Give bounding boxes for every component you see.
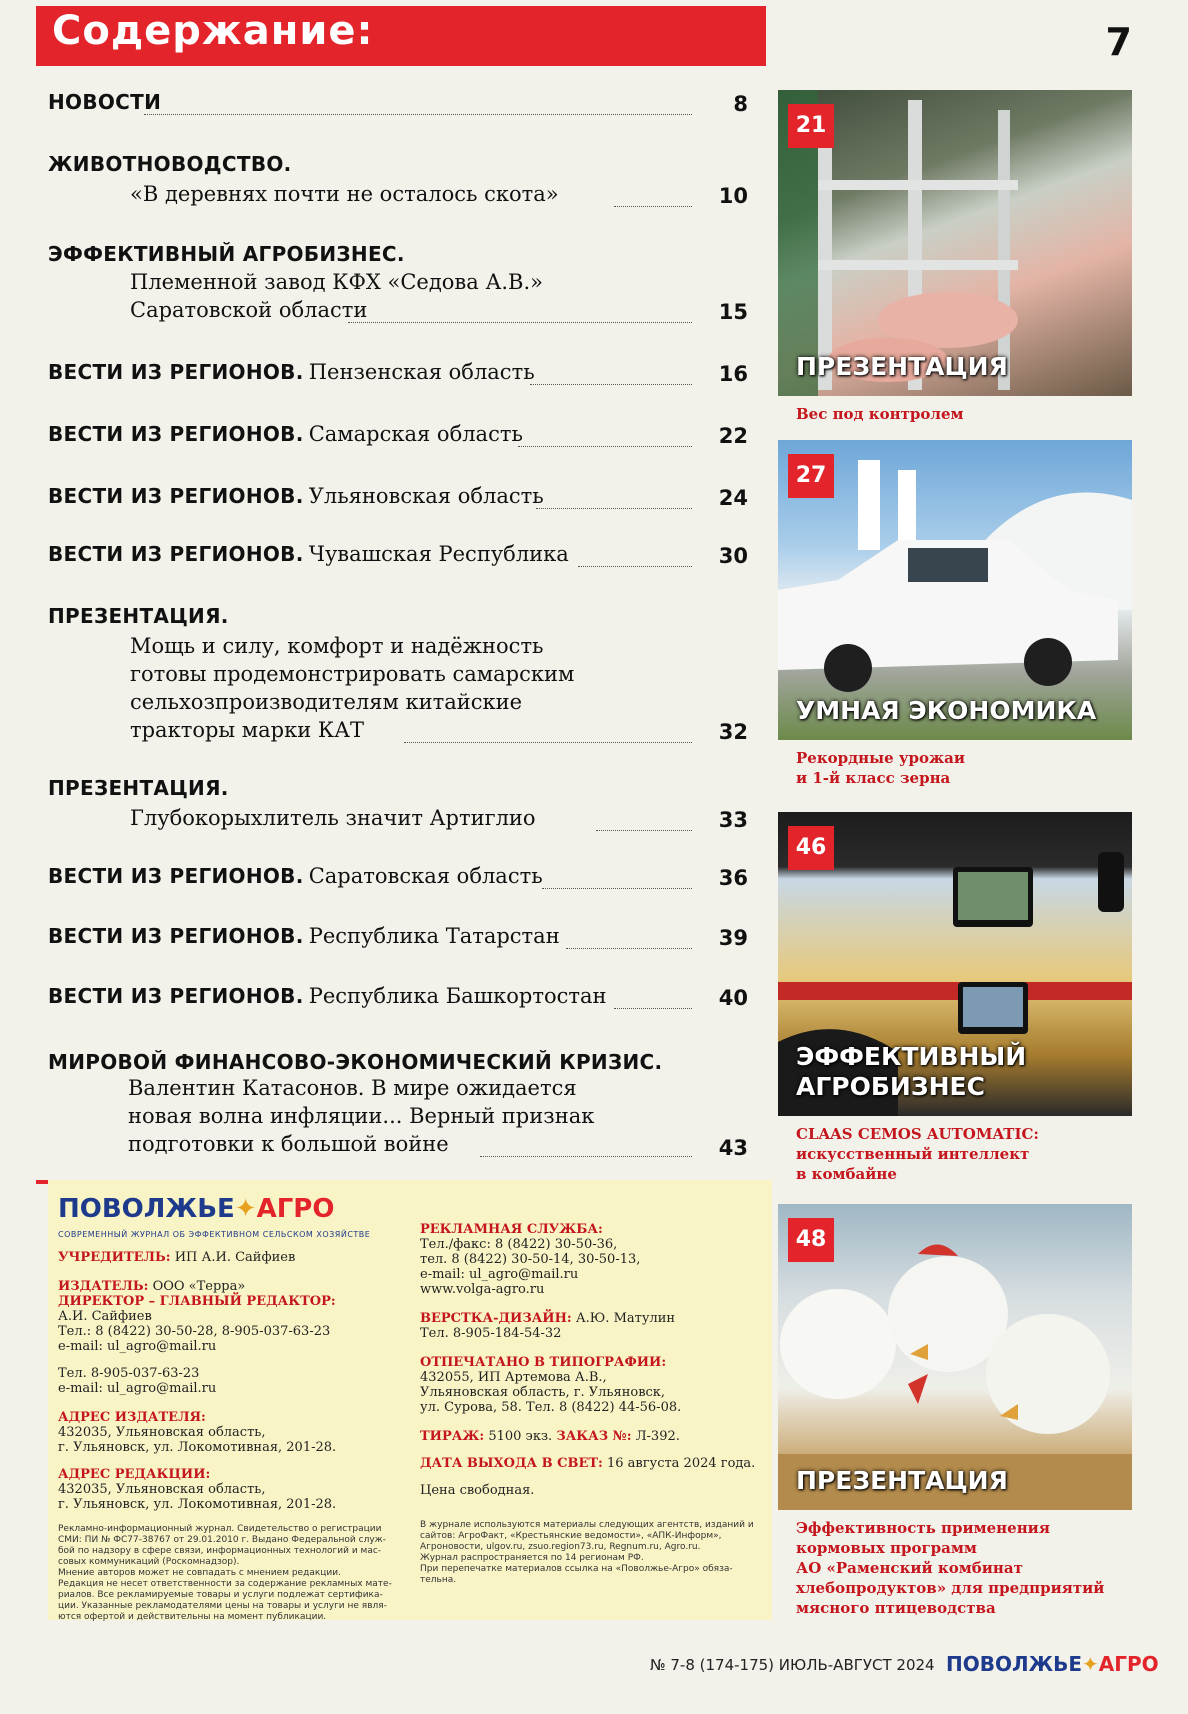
- address-line: г. Ульяновск, ул. Локомотивная, 201-28.: [58, 1440, 337, 1455]
- circulation-value: 5100 экз.: [488, 1429, 553, 1444]
- ads-line: тел. 8 (8422) 30-50-14, 30-50-13,: [420, 1252, 641, 1267]
- card-section-label: ПРЕЗЕНТАЦИЯ: [796, 1466, 1008, 1495]
- contents-title: Содержание:: [52, 8, 374, 54]
- page-number: 7: [1105, 20, 1132, 64]
- ads-label: РЕКЛАМНАЯ СЛУЖБА:: [420, 1222, 603, 1237]
- magazine-logo: [58, 1194, 334, 1224]
- feature-photo-chickens: [778, 1204, 1132, 1510]
- legal-line: Редакция не несет ответственности за содержание рекламных мате-: [58, 1579, 392, 1589]
- toc-title: Валентин Катасонов. В мире ожидается: [128, 1076, 577, 1100]
- legal-line: Рекламно-информационный журнал. Свидетельство о регистрации: [58, 1524, 382, 1534]
- toc-page-number: 40: [718, 986, 748, 1010]
- footer-logo-main: ПОВОЛЖЬЕ: [946, 1652, 1082, 1676]
- dot-leader: [404, 742, 692, 743]
- dot-leader: [596, 830, 692, 831]
- dot-leader: [480, 1156, 692, 1157]
- toc-page-number: 24: [718, 486, 748, 510]
- legal-line: тельна.: [420, 1575, 457, 1585]
- footer-logo: [946, 1652, 1159, 1676]
- toc-page-number: 39: [718, 926, 748, 950]
- publisher-address-label: АДРЕС ИЗДАТЕЛЯ:: [58, 1410, 206, 1425]
- director-line: e-mail: ul_agro@mail.ru: [58, 1339, 217, 1354]
- wheat-icon: ✦: [234, 1194, 257, 1224]
- page-badge: 27: [788, 454, 834, 498]
- footer-logo-accent: АГРО: [1098, 1652, 1159, 1676]
- legal-line: Мнение авторов может не совпадать с мнением редакции.: [58, 1568, 341, 1578]
- layout-phone: Тел. 8-905-184-54-32: [420, 1326, 562, 1341]
- page-badge: 48: [788, 1218, 834, 1262]
- toc-title: Саратовская область: [308, 864, 543, 888]
- card-section-label: [796, 1042, 1026, 1102]
- card-caption: [796, 1518, 1132, 1618]
- director-line: e-mail: ul_agro@mail.ru: [58, 1381, 217, 1396]
- caption-line: Рекордные урожаи: [796, 749, 966, 767]
- publisher-label: ИЗДАТЕЛЬ:: [58, 1279, 149, 1294]
- order-label: ЗАКАЗ №:: [556, 1429, 632, 1444]
- toc-title: Саратовской области: [130, 298, 368, 322]
- toc-page-number: 10: [718, 184, 748, 208]
- toc-title: Племенной завод КФХ «Седова А.В.»: [130, 270, 543, 294]
- editorial-address-label: АДРЕС РЕДАКЦИИ:: [58, 1467, 211, 1482]
- toc-page-number: 36: [718, 866, 748, 890]
- caption-line: АО «Раменский комбинат: [796, 1559, 1023, 1577]
- page-badge: 21: [788, 104, 834, 148]
- imprint-right-column: [420, 1222, 770, 1498]
- logo-main-text: ПОВОЛЖЬЕ: [58, 1194, 235, 1224]
- dot-leader: [614, 1008, 692, 1009]
- website-link[interactable]: www.volga-agro.ru: [420, 1282, 545, 1297]
- imprint-block: [48, 1180, 772, 1620]
- dot-leader: [530, 384, 692, 385]
- label-line: ЭФФЕКТИВНЫЙ: [796, 1042, 1027, 1071]
- dot-leader: [566, 948, 692, 949]
- dot-leader: [518, 446, 692, 447]
- feature-photo-pickup: [778, 440, 1132, 740]
- feature-card[interactable]: [778, 440, 1132, 788]
- dot-leader: [536, 508, 692, 509]
- toc-title: готовы продемонстрировать самарским: [130, 662, 575, 686]
- logo-tagline: СОВРЕМЕННЫЙ ЖУРНАЛ ОБ ЭФФЕКТИВНОМ СЕЛЬСКОМ ХОЗЯЙСТВЕ: [58, 1230, 371, 1239]
- toc-category: МИРОВОЙ ФИНАНСОВО-ЭКОНОМИЧЕСКИЙ КРИЗИС.: [48, 1050, 663, 1074]
- caption-line: и 1-й класс зерна: [796, 769, 951, 787]
- toc-category: ВЕСТИ ИЗ РЕГИОНОВ.: [48, 864, 304, 888]
- caption-line: хлебопродуктов» для предприятий: [796, 1579, 1105, 1597]
- toc-title: Республика Башкортостан: [308, 984, 607, 1008]
- caption-line: Эффективность применения: [796, 1519, 1050, 1537]
- toc-category: ПРЕЗЕНТАЦИЯ.: [48, 776, 229, 800]
- director-line: Тел. 8-905-037-63-23: [58, 1366, 200, 1381]
- toc-page-number: 30: [718, 544, 748, 568]
- order-value: Л-392.: [635, 1429, 680, 1444]
- dot-leader: [542, 888, 692, 889]
- toc-category: ВЕСТИ ИЗ РЕГИОНОВ.: [48, 484, 304, 508]
- printing-line: 432055, ИП Артемова А.В.,: [420, 1370, 607, 1385]
- imprint-left-column: [58, 1250, 408, 1512]
- toc-title: Глубокорыхлитель значит Артиглио: [130, 806, 536, 830]
- toc-page-number: 16: [718, 362, 748, 386]
- layout-value: А.Ю. Матулин: [575, 1311, 676, 1326]
- caption-line: искусственный интеллект: [796, 1145, 1030, 1163]
- dot-leader: [348, 322, 692, 323]
- founder-value: ИП А.И. Сайфиев: [174, 1250, 296, 1265]
- toc-title: сельхозпроизводителям китайские: [130, 690, 523, 714]
- caption-line: CLAAS CEMOS AUTOMATIC:: [796, 1125, 1039, 1143]
- printing-line: Ульяновская область, г. Ульяновск,: [420, 1385, 666, 1400]
- toc-page-number: 22: [718, 424, 748, 448]
- legal-notice-left: [58, 1524, 408, 1623]
- label-line: АГРОБИЗНЕС: [796, 1072, 985, 1101]
- ads-line: e-mail: ul_agro@mail.ru: [420, 1267, 579, 1282]
- caption-line: Вес под контролем: [796, 405, 964, 423]
- layout-label: ВЕРСТКА-ДИЗАЙН:: [420, 1311, 572, 1326]
- toc-category: ЭФФЕКТИВНЫЙ АГРОБИЗНЕС.: [48, 242, 405, 266]
- feature-photo-combine: [778, 812, 1132, 1116]
- ads-line: Тел./факс: 8 (8422) 30-50-36,: [420, 1237, 618, 1252]
- legal-line: В журнале используются материалы следующих агентств, изданий и: [420, 1520, 754, 1530]
- release-date-label: ДАТА ВЫХОДА В СВЕТ:: [420, 1456, 603, 1471]
- toc-title: «В деревнях почти не осталось скота»: [130, 182, 559, 206]
- card-caption: [796, 748, 1132, 788]
- toc-category: НОВОСТИ: [48, 90, 162, 114]
- legal-line: Агроновости, ulgov.ru, zsuo.region73.ru, Regnum.ru, Agro.ru.: [420, 1542, 701, 1552]
- logo-accent-text: АГРО: [256, 1194, 335, 1224]
- caption-line: в комбайне: [796, 1165, 897, 1183]
- printing-label: ОТПЕЧАТАНО В ТИПОГРАФИИ:: [420, 1355, 667, 1370]
- toc-category: ВЕСТИ ИЗ РЕГИОНОВ.: [48, 422, 304, 446]
- director-line: А.И. Сайфиев: [58, 1309, 152, 1324]
- toc-category: ВЕСТИ ИЗ РЕГИОНОВ.: [48, 360, 304, 384]
- toc-category: ВЕСТИ ИЗ РЕГИОНОВ.: [48, 924, 304, 948]
- address-line: г. Ульяновск, ул. Локомотивная, 201-28.: [58, 1497, 337, 1512]
- caption-line: мясного птицеводства: [796, 1599, 996, 1617]
- circulation-label: ТИРАЖ:: [420, 1429, 485, 1444]
- toc-page-number: 8: [733, 92, 748, 116]
- release-date-value: 16 августа 2024 года.: [607, 1456, 756, 1471]
- legal-line: совых коммуникаций (Роскомнадзор).: [58, 1557, 240, 1567]
- toc-title: Чувашская Республика: [308, 542, 569, 566]
- legal-line: ции. Указанные рекламодателями цены на товары и услуги не явля-: [58, 1601, 387, 1611]
- toc-title: Республика Татарстан: [308, 924, 560, 948]
- toc-category: ПРЕЗЕНТАЦИЯ.: [48, 604, 229, 628]
- card-caption: [796, 1124, 1132, 1184]
- feature-card[interactable]: [778, 90, 1132, 424]
- director-label: ДИРЕКТОР – ГЛАВНЫЙ РЕДАКТОР:: [58, 1294, 336, 1309]
- toc-page-number: 33: [718, 808, 748, 832]
- toc-category: ВЕСТИ ИЗ РЕГИОНОВ.: [48, 542, 304, 566]
- dot-leader: [614, 206, 692, 207]
- toc-title: Мощь и силу, комфорт и надёжность: [130, 634, 544, 658]
- toc-category: ВЕСТИ ИЗ РЕГИОНОВ.: [48, 984, 304, 1008]
- legal-notice-right: [420, 1520, 770, 1586]
- toc-page-number: 43: [718, 1136, 748, 1160]
- legal-line: риалов. Все рекламируемые товары и услуги подлежат сертифика-: [58, 1590, 383, 1600]
- toc-page-number: 15: [718, 300, 748, 324]
- legal-line: При перепечатке материалов ссылка на «Поволжье-Агро» обяза-: [420, 1564, 733, 1574]
- director-line: Тел.: 8 (8422) 30-50-28, 8-905-037-63-23: [58, 1324, 331, 1339]
- page-badge: 46: [788, 826, 834, 870]
- caption-line: кормовых программ: [796, 1539, 977, 1557]
- card-section-label: ПРЕЗЕНТАЦИЯ: [796, 352, 1008, 381]
- printing-line: ул. Сурова, 58. Тел. 8 (8422) 44-56-08.: [420, 1400, 682, 1415]
- toc-title: Ульяновская область: [308, 484, 544, 508]
- toc-page-number: 32: [718, 720, 748, 744]
- card-caption: [796, 404, 1132, 424]
- card-section-label: УМНАЯ ЭКОНОМИКА: [796, 696, 1097, 725]
- toc-title: подготовки к большой войне: [128, 1132, 449, 1156]
- address-line: 432035, Ульяновская область,: [58, 1425, 266, 1440]
- toc-title: Самарская область: [308, 422, 523, 446]
- issue-info: № 7-8 (174-175) ИЮЛЬ-АВГУСТ 2024: [650, 1656, 935, 1674]
- legal-line: ются офертой и действительны на момент публикации.: [58, 1612, 327, 1622]
- legal-line: бой по надзору в сфере связи, информационных технологий и мас-: [58, 1546, 382, 1556]
- dot-leader: [144, 114, 692, 115]
- toc-title: новая волна инфляции... Верный признак: [128, 1104, 595, 1128]
- wheat-icon: ✦: [1082, 1652, 1099, 1676]
- address-line: 432035, Ульяновская область,: [58, 1482, 266, 1497]
- legal-line: СМИ: ПИ № ФС77-38767 от 29.01.2010 г. Выдано Федеральной служ-: [58, 1535, 387, 1545]
- legal-line: сайтов: АгроФакт, «Крестьянские ведомости», «АПК-Информ»,: [420, 1531, 722, 1541]
- feature-card[interactable]: [778, 1204, 1132, 1618]
- legal-line: Журнал распространяется по 14 регионам РФ.: [420, 1553, 644, 1563]
- toc-category: ЖИВОТНОВОДСТВО.: [48, 152, 292, 176]
- toc-title: тракторы марки КАТ: [130, 718, 365, 742]
- publisher-value: ООО «Терра»: [152, 1279, 246, 1294]
- founder-label: УЧРЕДИТЕЛЬ:: [58, 1250, 171, 1265]
- price-note: Цена свободная.: [420, 1483, 535, 1498]
- dot-leader: [578, 566, 692, 567]
- feature-photo-pigs: [778, 90, 1132, 396]
- feature-card[interactable]: [778, 812, 1132, 1184]
- toc-title: Пензенская область: [308, 360, 535, 384]
